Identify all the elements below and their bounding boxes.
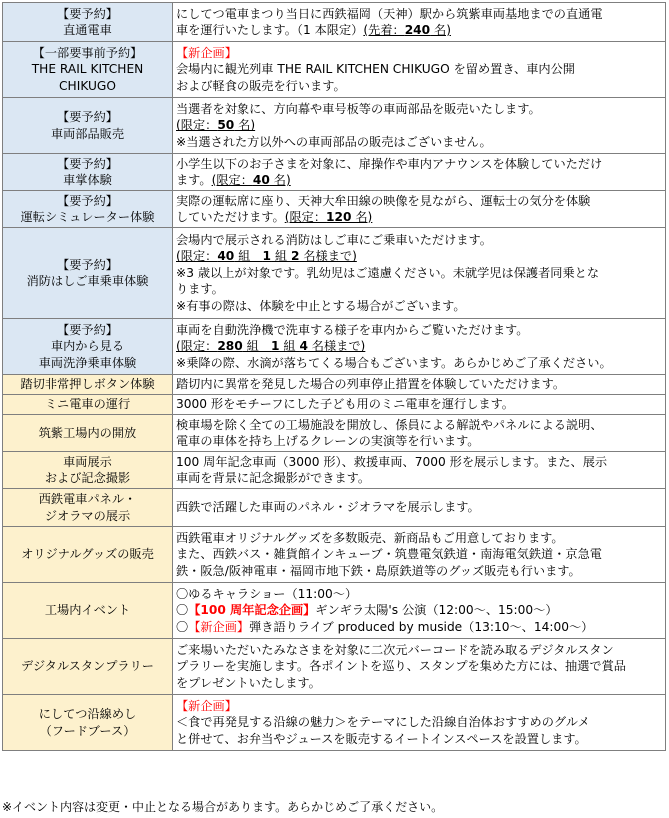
event-description-line bbox=[176, 642, 662, 659]
event-description-line bbox=[176, 322, 662, 339]
event-description-line bbox=[176, 45, 662, 62]
description-text: ります。 bbox=[176, 282, 224, 297]
description-text: 240 bbox=[404, 23, 431, 37]
description-text: 組 bbox=[279, 339, 300, 354]
description-text: 名) bbox=[234, 118, 256, 133]
description-text: していただけます。 bbox=[176, 210, 285, 224]
description-text: および軽食の販売を行います。 bbox=[176, 78, 346, 93]
table-row-10 bbox=[3, 452, 666, 489]
event-description-line bbox=[176, 675, 662, 692]
description-text: 名様まで) bbox=[299, 249, 357, 264]
event-name-cell bbox=[3, 639, 173, 695]
event-description-line bbox=[176, 172, 662, 189]
event-description-line bbox=[176, 454, 662, 471]
table-row-13 bbox=[3, 583, 666, 639]
event-name-line: 【要予約】 bbox=[57, 193, 118, 208]
event-table bbox=[2, 2, 666, 751]
description-text: 4 bbox=[299, 339, 308, 354]
description-text: また、西鉄バス・雑貨館インキューブ・筑豊電気鉄道・南海電気鉄道・京急電 bbox=[176, 547, 602, 562]
event-name-line: 踏切非常押しボタン体験 bbox=[20, 377, 155, 392]
description-text: 〇ゆるキャラショー（11:00～） bbox=[176, 586, 358, 601]
event-description-line bbox=[176, 117, 662, 134]
description-text: プラリーを実施します。各ポイントを巡り、スタンプを集めた方には、抽選で賞品 bbox=[176, 659, 626, 674]
event-description-line bbox=[176, 248, 662, 265]
description-text: (限定： bbox=[176, 249, 218, 264]
event-name-line: および記念撮影 bbox=[44, 471, 131, 485]
table-row-14 bbox=[3, 639, 666, 695]
description-text: 西鉄で活躍した車両のパネル・ジオラマを展示します。 bbox=[176, 500, 480, 515]
description-text: 弾き語りライブ produced by muside（13:10～、14:00～） bbox=[249, 619, 594, 634]
event-name-line: 運転シミュレーター体験 bbox=[20, 210, 155, 224]
description-text: ギンギラ太陽's 公演（12:00～、15:00～） bbox=[315, 603, 558, 618]
table-row-3 bbox=[3, 154, 666, 191]
table-row-1 bbox=[3, 42, 666, 98]
event-description-cell bbox=[173, 191, 666, 228]
event-description-cell bbox=[173, 228, 666, 319]
event-name-line: 【要予約】 bbox=[57, 257, 118, 272]
event-description-line bbox=[176, 338, 662, 355]
event-description-cell bbox=[173, 395, 666, 415]
event-name-line: 車両展示 bbox=[63, 454, 112, 469]
event-name-cell bbox=[3, 583, 173, 639]
event-description-cell bbox=[173, 3, 666, 42]
description-text: 1 bbox=[271, 339, 280, 354]
description-text: 鉄・阪急/阪神電車・福岡市地下鉄・島原鉄道等のグッズ販売も行います。 bbox=[176, 563, 581, 578]
event-name-cell bbox=[3, 154, 173, 191]
table-row-7 bbox=[3, 375, 666, 395]
description-text: 名) bbox=[430, 23, 451, 37]
description-text: 車両を自動洗浄機で洗車する様子を車内からご覧いただけます。 bbox=[176, 322, 529, 337]
event-name-line: 【要予約】 bbox=[57, 322, 118, 337]
event-name-line: にしてつ沿線めし bbox=[38, 707, 137, 721]
description-text: 名) bbox=[351, 210, 373, 224]
table-row-15 bbox=[3, 695, 666, 751]
description-text: (限定： bbox=[176, 339, 218, 354]
event-name-cell bbox=[3, 415, 173, 452]
event-description-line bbox=[176, 281, 662, 298]
description-text: 40 bbox=[252, 173, 270, 187]
event-name-line: 直通電車 bbox=[63, 23, 112, 37]
description-text: ます。 bbox=[176, 173, 212, 187]
description-text: 名) bbox=[269, 173, 291, 187]
description-text: 組 bbox=[242, 339, 272, 354]
event-name-cell bbox=[3, 191, 173, 228]
event-description-line bbox=[176, 232, 662, 249]
event-name-cell bbox=[3, 319, 173, 375]
event-name-cell bbox=[3, 489, 173, 527]
description-text: 2 bbox=[290, 249, 300, 264]
event-name-line: 【要予約】 bbox=[57, 156, 118, 171]
description-text: 車両を背景に記念撮影ができます。 bbox=[176, 471, 371, 485]
description-text: 〇 bbox=[176, 603, 189, 618]
description-text: 会場内で展示される消防はしご車にご乗車いただけます。 bbox=[176, 232, 492, 247]
description-text: 3000 形をモチーフにした子ども用のミニ電車を運行します。 bbox=[176, 397, 514, 412]
event-description-cell bbox=[173, 154, 666, 191]
event-description-line bbox=[176, 355, 662, 372]
event-description-line bbox=[176, 396, 662, 413]
event-name-line: デジタルスタンプラリー bbox=[21, 659, 154, 674]
event-description-line bbox=[176, 698, 662, 715]
event-name-line: 消防はしご車乗車体験 bbox=[26, 274, 149, 288]
description-text: (限定： bbox=[211, 173, 253, 187]
event-name-cell bbox=[3, 695, 173, 751]
event-description-line bbox=[176, 134, 662, 151]
description-text: 踏切内に異常を発見した場合の列車停止措置を体験していただけます。 bbox=[176, 377, 566, 392]
description-text: ＜食で再発見する沿線の魅力＞をテーマにした沿線自治体おすすめのグルメ bbox=[176, 715, 590, 730]
description-text: をプレゼントいたします。 bbox=[176, 675, 321, 690]
event-description-line bbox=[176, 22, 662, 39]
highlight-text: 【新企画】 bbox=[176, 698, 237, 713]
table-row-6 bbox=[3, 319, 666, 375]
description-text: ※3 歳以上が対象です。乳幼児はご遠慮ください。未就学児は保護者同乗とな bbox=[176, 265, 600, 280]
description-text: 組 bbox=[234, 249, 263, 264]
event-name-line: 西鉄電車パネル・ bbox=[38, 492, 137, 506]
description-text: 検車場を除く全ての工場施設を開放し、係員による解説やパネルによる説明、 bbox=[176, 417, 603, 432]
event-description-cell bbox=[173, 695, 666, 751]
description-text: にしてつ電車まつり当日に西鉄福岡（天神）駅から筑紫車両基地までの直通電 bbox=[176, 6, 603, 21]
event-description-line bbox=[176, 193, 662, 210]
highlight-text: 【新企画】 bbox=[176, 45, 237, 60]
event-name-cell bbox=[3, 452, 173, 489]
event-description-line bbox=[176, 731, 662, 748]
description-text: 40 bbox=[217, 249, 235, 264]
event-name-line: 【一部要事前予約】 bbox=[32, 45, 143, 60]
event-name-line: THE RAIL KITCHEN bbox=[31, 62, 144, 77]
description-text: 50 bbox=[217, 118, 235, 133]
event-description-cell bbox=[173, 527, 666, 583]
description-text: 小学生以下のお子さまを対象に、扉操作や車内アナウンスを体験していただけ bbox=[176, 156, 603, 171]
description-text: ご来場いただいたみなさまを対象に二次元バーコードを読み取るデジタルスタン bbox=[176, 642, 614, 657]
event-name-line: CHIKUGO bbox=[59, 78, 116, 93]
event-name-cell bbox=[3, 395, 173, 415]
event-description-line bbox=[176, 376, 662, 393]
description-text: 100 周年記念車両（3000 形）、救援車両、7000 形を展示します。また、展示 bbox=[176, 454, 608, 469]
table-row-0 bbox=[3, 3, 666, 42]
description-text: 120 bbox=[326, 210, 352, 224]
event-name-line: 車掌体験 bbox=[63, 173, 112, 187]
event-description-line bbox=[176, 619, 662, 636]
event-name-cell bbox=[3, 42, 173, 98]
event-table-body bbox=[3, 3, 666, 751]
highlight-text: 【100 周年記念企画】 bbox=[188, 603, 316, 618]
event-description-line bbox=[176, 586, 662, 603]
event-name-line: ミニ電車の運行 bbox=[44, 397, 131, 412]
event-description-cell bbox=[173, 319, 666, 375]
description-text: 西鉄電車オリジナルグッズを多数販売、新商品もご用意しております。 bbox=[176, 530, 564, 545]
event-name-line: 筑紫工場内の開放 bbox=[38, 425, 137, 440]
description-text: 実際の運転席に座り、天神大牟田線の映像を見ながら、運転士の気分を体験 bbox=[176, 193, 591, 208]
event-description-line bbox=[176, 78, 662, 95]
description-text: ※当選された方以外への車両部品の販売はございません。 bbox=[176, 134, 492, 149]
description-text: ※乗降の際、水滴が落ちてくる場合もございます。あらかじめご了承ください。 bbox=[176, 355, 612, 370]
event-name-line: 工場内イベント bbox=[44, 603, 131, 618]
description-text: 組 bbox=[271, 249, 291, 264]
event-description-cell bbox=[173, 583, 666, 639]
description-text: 名様まで) bbox=[307, 339, 366, 354]
event-description-line bbox=[176, 101, 662, 118]
description-text: 〇 bbox=[176, 619, 189, 634]
table-row-12 bbox=[3, 527, 666, 583]
description-text: ※有事の際は、体験を中止とする場合がございます。 bbox=[176, 298, 466, 313]
event-description-line bbox=[176, 417, 662, 434]
event-description-cell bbox=[173, 98, 666, 154]
event-description-cell bbox=[173, 639, 666, 695]
event-description-cell bbox=[173, 489, 666, 527]
event-name-line: 車両洗浄乗車体験 bbox=[38, 355, 137, 370]
event-description-line bbox=[176, 546, 662, 563]
event-name-line: 車内から見る bbox=[50, 339, 125, 354]
description-text: 1 bbox=[262, 249, 272, 264]
description-text: (限定： bbox=[284, 210, 327, 224]
table-row-2 bbox=[3, 98, 666, 154]
description-text: 会場内に観光列車 THE RAIL KITCHEN CHIKUGO を留め置き、車内公開 bbox=[176, 62, 575, 77]
event-description-line bbox=[176, 156, 662, 173]
event-name-cell bbox=[3, 527, 173, 583]
event-name-line: ジオラマの展示 bbox=[44, 508, 131, 523]
event-description-line bbox=[176, 433, 662, 450]
description-text: 車を運行いたします。（1 本限定） bbox=[176, 23, 364, 37]
table-row-11 bbox=[3, 489, 666, 527]
event-name-cell bbox=[3, 375, 173, 395]
event-description-line bbox=[176, 658, 662, 675]
event-name-cell bbox=[3, 98, 173, 154]
description-text: と併せて、お弁当やジュースを販売するイートインスペースを設置します。 bbox=[176, 731, 587, 746]
highlight-text: 【新企画】 bbox=[188, 619, 250, 634]
event-description-line bbox=[176, 714, 662, 731]
event-description-cell bbox=[173, 375, 666, 395]
footnote: ※イベント内容は変更・中止となる場合があります。あらかじめご了承ください。 bbox=[2, 800, 444, 814]
event-name-line: （フードブース） bbox=[39, 723, 136, 738]
event-description-line bbox=[176, 530, 662, 547]
event-description-line bbox=[176, 602, 662, 619]
description-text: 当選者を対象に、方向幕や車号板等の車両部品を販売いたします。 bbox=[176, 101, 541, 116]
event-description-line bbox=[176, 470, 662, 487]
event-description-cell bbox=[173, 415, 666, 452]
description-text: (限定： bbox=[176, 118, 218, 133]
table-row-9 bbox=[3, 415, 666, 452]
table-row-8 bbox=[3, 395, 666, 415]
description-text: 電車の車体を持ち上げるクレーンの実演等を行います。 bbox=[176, 434, 480, 448]
event-name-line: 車両部品販売 bbox=[50, 126, 125, 141]
event-description-cell bbox=[173, 42, 666, 98]
event-description-cell bbox=[173, 452, 666, 489]
description-text: (先着： bbox=[363, 23, 405, 37]
event-name-line: オリジナルグッズの販売 bbox=[21, 547, 154, 562]
event-description-line bbox=[176, 298, 662, 315]
event-description-line bbox=[176, 6, 662, 23]
description-text: 280 bbox=[217, 339, 243, 354]
event-name-cell bbox=[3, 3, 173, 42]
event-description-line bbox=[176, 499, 662, 516]
event-description-line bbox=[176, 61, 662, 78]
event-name-cell bbox=[3, 228, 173, 319]
event-description-line bbox=[176, 209, 662, 226]
event-name-line: 【要予約】 bbox=[57, 110, 118, 124]
table-row-4 bbox=[3, 191, 666, 228]
event-description-line bbox=[176, 265, 662, 282]
table-row-5 bbox=[3, 228, 666, 319]
event-description-line bbox=[176, 563, 662, 580]
event-name-line: 【要予約】 bbox=[57, 6, 118, 21]
